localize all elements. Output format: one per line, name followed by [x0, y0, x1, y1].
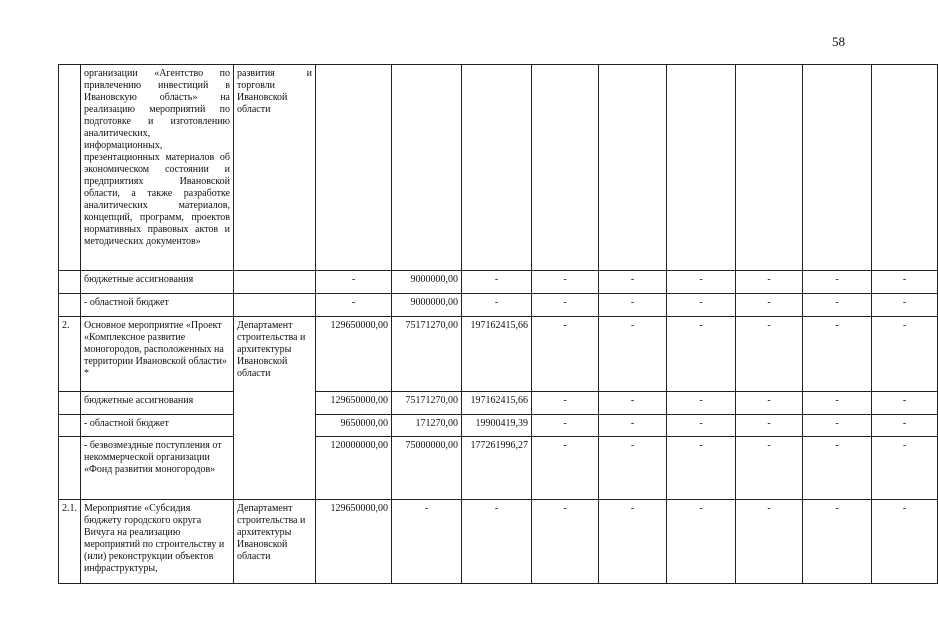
value-cell: 9000000,00	[392, 271, 462, 294]
value-cell: -	[736, 415, 803, 437]
value-cell: 75000000,00	[392, 437, 462, 500]
activity-name: - областной бюджет	[81, 415, 234, 437]
table-row	[59, 294, 938, 317]
value-cell: -	[872, 271, 938, 294]
value-cell: -	[462, 500, 532, 584]
row-number	[59, 437, 81, 500]
activity-name: - областной бюджет	[81, 294, 234, 317]
row-number	[59, 271, 81, 294]
value-cell: -	[736, 500, 803, 584]
executor	[234, 437, 316, 500]
value-cell: 197162415,66	[462, 317, 532, 392]
value-cell	[736, 65, 803, 271]
value-cell: -	[872, 392, 938, 415]
value-cell: -	[392, 500, 462, 584]
value-cell: -	[872, 415, 938, 437]
value-cell: -	[667, 500, 736, 584]
activity-name: Основное мероприятие «Проект «Комплексное развитие моногородов, расположенных на территории Ивановской области» *	[81, 317, 234, 392]
executor	[234, 392, 316, 415]
value-cell: -	[599, 271, 667, 294]
budget-table	[58, 64, 938, 584]
value-cell: -	[803, 271, 872, 294]
value-cell: 75171270,00	[392, 317, 462, 392]
value-cell: -	[316, 294, 392, 317]
value-cell: 129650000,00	[316, 392, 392, 415]
activity-name: организации «Агентство по привлечению инвестиций в Ивановскую область» на реализацию мероприятий по подготовке и изготовлению аналитических, информационных, презентационных материалов об экономическом состоянии и предприятиях Ивановской области, а также разработке аналитических материалов, концепций, программ, проектов нормативных правовых актов и методических документов»	[81, 65, 234, 271]
value-cell: -	[803, 415, 872, 437]
value-cell: -	[667, 437, 736, 500]
row-number	[59, 392, 81, 415]
value-cell: -	[736, 271, 803, 294]
value-cell: -	[599, 415, 667, 437]
value-cell: -	[599, 392, 667, 415]
value-cell: -	[462, 271, 532, 294]
value-cell: 120000000,00	[316, 437, 392, 500]
table-row	[59, 271, 938, 294]
table-row	[59, 437, 938, 500]
table-row	[59, 500, 938, 584]
value-cell: 197162415,66	[462, 392, 532, 415]
page-number: 58	[832, 34, 845, 49]
value-cell	[872, 65, 938, 271]
value-cell	[599, 65, 667, 271]
value-cell: -	[736, 437, 803, 500]
value-cell: -	[599, 294, 667, 317]
value-cell: -	[872, 500, 938, 584]
value-cell: -	[532, 500, 599, 584]
value-cell: 75171270,00	[392, 392, 462, 415]
value-cell: -	[803, 500, 872, 584]
value-cell: 177261996,27	[462, 437, 532, 500]
value-cell: -	[599, 500, 667, 584]
value-cell	[462, 65, 532, 271]
value-cell: 9000000,00	[392, 294, 462, 317]
executor: развития и торговли Ивановской области	[234, 65, 316, 271]
executor	[234, 294, 316, 317]
value-cell: -	[803, 392, 872, 415]
row-number: 2.1.	[59, 500, 81, 584]
value-cell: -	[599, 317, 667, 392]
value-cell: -	[532, 294, 599, 317]
value-cell: -	[667, 294, 736, 317]
value-cell: -	[872, 317, 938, 392]
value-cell: -	[667, 392, 736, 415]
value-cell: -	[532, 437, 599, 500]
value-cell: -	[599, 437, 667, 500]
value-cell: 129650000,00	[316, 500, 392, 584]
table-row	[59, 415, 938, 437]
row-number: 2.	[59, 317, 81, 392]
value-cell: -	[667, 317, 736, 392]
activity-name: бюджетные ассигнования	[81, 271, 234, 294]
value-cell	[316, 65, 392, 271]
value-cell: -	[736, 294, 803, 317]
row-number	[59, 415, 81, 437]
row-number	[59, 65, 81, 271]
value-cell: 129650000,00	[316, 317, 392, 392]
value-cell: -	[872, 294, 938, 317]
value-cell	[532, 65, 599, 271]
row-number	[59, 294, 81, 317]
value-cell: -	[736, 392, 803, 415]
value-cell: 19900419,39	[462, 415, 532, 437]
executor	[234, 271, 316, 294]
activity-name: Мероприятие «Субсидия бюджету городского округа Вичуга на реализацию мероприятий по строительству и (или) реконструкции объектов инфраструктуры,	[81, 500, 234, 584]
value-cell: -	[532, 317, 599, 392]
executor: Департамент строительства и архитектуры Ивановской области	[234, 500, 316, 584]
activity-name: - безвозмездные поступления от некоммерческой организации «Фонд развития моногородов»	[81, 437, 234, 500]
value-cell	[392, 65, 462, 271]
value-cell: -	[803, 317, 872, 392]
activity-name: бюджетные ассигнования	[81, 392, 234, 415]
value-cell: -	[803, 437, 872, 500]
value-cell: -	[532, 271, 599, 294]
value-cell	[667, 65, 736, 271]
value-cell: -	[803, 294, 872, 317]
value-cell: -	[532, 392, 599, 415]
value-cell: -	[316, 271, 392, 294]
value-cell	[803, 65, 872, 271]
value-cell: -	[532, 415, 599, 437]
value-cell: -	[667, 415, 736, 437]
value-cell: -	[872, 437, 938, 500]
executor: Департамент строительства и архитектуры Ивановской области	[234, 317, 316, 392]
table-row	[59, 65, 938, 271]
executor	[234, 415, 316, 437]
value-cell: -	[667, 271, 736, 294]
value-cell: -	[462, 294, 532, 317]
value-cell: 171270,00	[392, 415, 462, 437]
table-row	[59, 317, 938, 392]
value-cell: 9650000,00	[316, 415, 392, 437]
table-row	[59, 392, 938, 415]
value-cell: -	[736, 317, 803, 392]
